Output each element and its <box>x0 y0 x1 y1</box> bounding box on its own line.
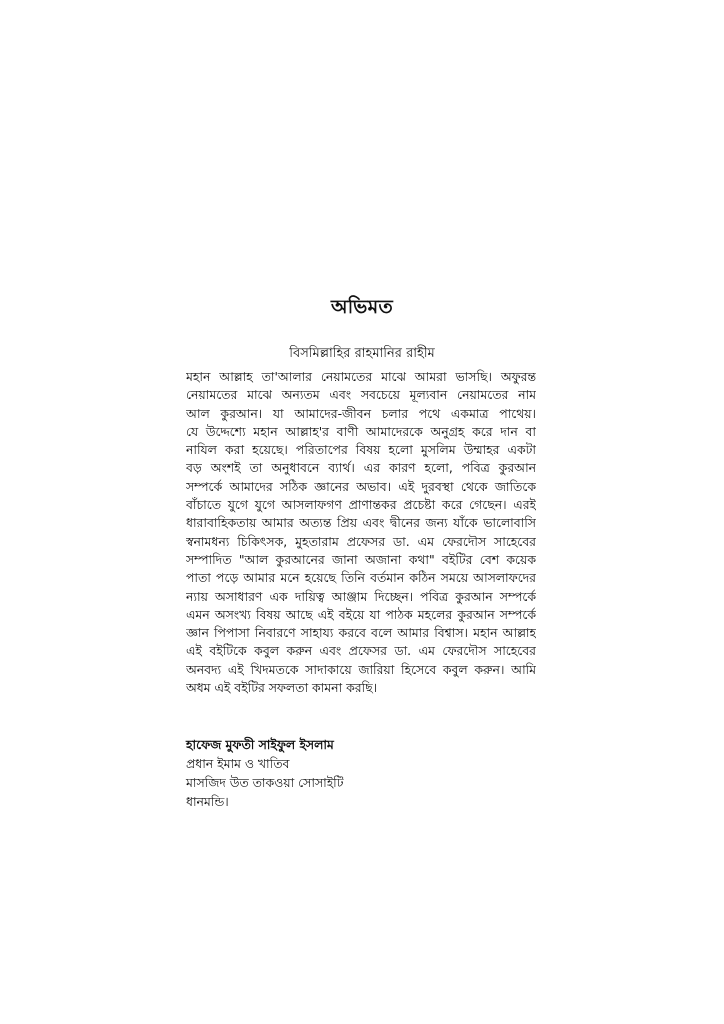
signatory-location: ধানমন্ডি। <box>186 794 229 809</box>
body-line: ন্যায় অসাধারণ এক দায়িত্ব আঞ্জাম দিচ্ছেন। পবিত্র কুরআন সম্পর্কে <box>186 588 536 604</box>
body-line: সম্পাদিত "আল কুরআনের জানা অজানা কথা" বইটির বেশ কয়েক <box>186 551 536 567</box>
body-line: নাযিল করা হয়েছে। পরিতাপের বিষয় হলো মুসলিম উম্মাহর একটা <box>186 442 536 458</box>
body-line: যে উদ্দেশ্যে মহান আল্লাহ'র বাণী আমাদেরকে অনুগ্রহ করে দান বা <box>186 423 536 439</box>
bismillah-subtitle: বিসমিল্লাহির রাহমানির রাহীম <box>289 346 435 361</box>
body-line: বাঁচাতে যুগে যুগে আসলাফগণ প্রাণান্তকর প্রচেষ্টা করে গেছেন। এরই <box>186 497 536 513</box>
body-line: সম্পর্কে আমাদের সঠিক জ্ঞানের অভাব। এই দুরবস্থা থেকে জাতিকে <box>186 478 536 494</box>
body-paragraph <box>186 368 536 697</box>
body-line: অনবদ্য এই খিদমতকে সাদাকায়ে জারিয়া হিসেবে কবুল করুন। আমি <box>186 661 536 677</box>
body-line: নেয়ামতের মাঝে অন্যতম এবং সবচেয়ে মূল্যবান নেয়ামতের নাম <box>186 387 536 403</box>
body-line: মহান আল্লাহ তা'আলার নেয়ামতের মাঝে আমরা ভাসছি। অফুরন্ত <box>186 369 536 384</box>
body-line: এই বইটিকে কবুল করুন এবং প্রফেসর ডা. এম ফেরদৌস সাহেবের <box>186 643 536 659</box>
signatory-mosque: মাসজিদ উত তাকওয়া সোসাইটি <box>186 775 344 790</box>
signatory-name: হাফেজ মুফতী সাইফুল ইসলাম <box>186 737 334 752</box>
body-line: অধম এই বইটির সফলতা কামনা করছি। <box>186 680 378 696</box>
signatory-title: প্রধান ইমাম ও খাতিব <box>186 756 290 771</box>
body-line: জ্ঞান পিপাসা নিবারণে সাহায্য করবে বলে আমার বিশ্বাস। মহান আল্লাহ <box>186 625 536 641</box>
body-line: ধারাবাহিকতায় আমার অত্যন্ত প্রিয় এবং দ্বীনের জন্য যাঁকে ভালোবাসি <box>186 515 536 531</box>
page-title: অভিমত <box>330 296 394 318</box>
body-line: আল কুরআন। যা আমাদের-জীবন চলার পথে একমাত্র পাথেয়। <box>186 405 536 421</box>
signature-block <box>186 735 546 811</box>
body-line: পাতা পড়ে আমার মনে হয়েছে তিনি বর্তমান কঠিন সময়ে আসলাফদের <box>186 570 536 586</box>
body-line: বড় অংশই তা অনুধাবনে ব্যার্থ। এর কারণ হলো, পবিত্র কুরআন <box>186 460 536 476</box>
body-line: এমন অসংখ্য বিষয় আছে এই বইয়ে যা পাঠক মহলের কুরআন সম্পর্কে <box>186 606 536 622</box>
body-line: স্বনামধন্য চিকিৎসক, মুহতারাম প্রফেসর ডা. এম ফেরদৌস সাহেবের <box>186 533 536 549</box>
